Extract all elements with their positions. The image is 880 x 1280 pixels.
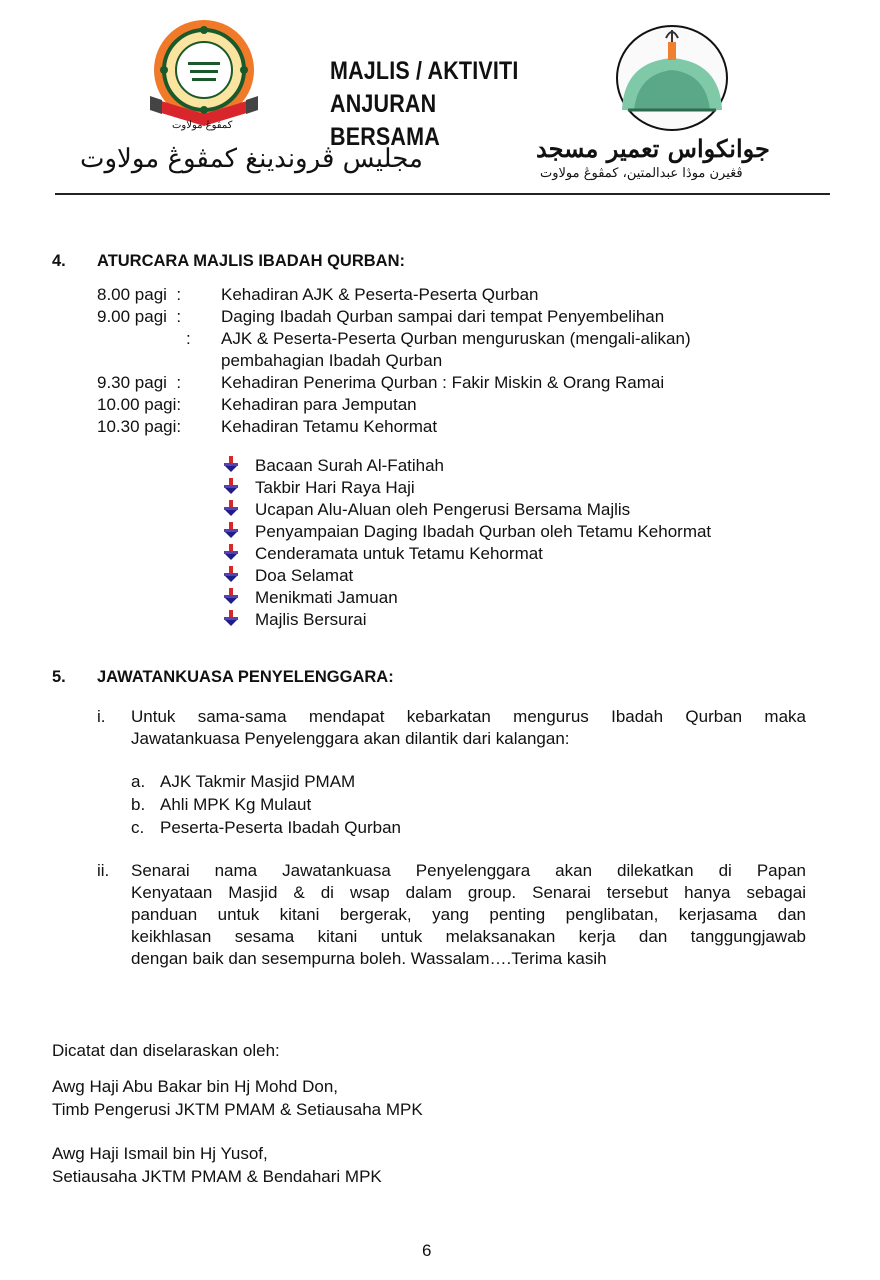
schedule-time: 9.30 pagi : bbox=[97, 373, 182, 392]
sub-item-text: Ahli MPK Kg Mulaut bbox=[160, 795, 312, 814]
mosque-committee-jawi: جوانكواس تعمير مسجد bbox=[536, 134, 770, 163]
paragraph-line: keikhlasan sesama kitani untuk melaksanakan kerja dan tanggungjawab bbox=[131, 927, 806, 946]
arrow-down-bullet-icon bbox=[222, 477, 240, 495]
program-item: Takbir Hari Raya Haji bbox=[255, 478, 415, 497]
paragraph-line: dengan baik dan sesempurna boleh. Wassalam….Terima kasih bbox=[131, 949, 607, 968]
sub-item-text: AJK Takmir Masjid PMAM bbox=[160, 772, 356, 791]
signatory-title: Timb Pengerusi JKTM PMAM & Setiausaha MPK bbox=[52, 1100, 423, 1119]
program-item: Doa Selamat bbox=[255, 566, 354, 585]
arrow-down-bullet-icon bbox=[222, 499, 240, 517]
item-ii-label: ii. bbox=[97, 861, 110, 880]
header-divider bbox=[55, 193, 830, 195]
signatory-name: Awg Haji Abu Bakar bin Hj Mohd Don, bbox=[52, 1077, 339, 1096]
program-item: Bacaan Surah Al-Fatihah bbox=[255, 456, 445, 475]
header-title-line1: MAJLIS / AKTIVITI bbox=[330, 57, 519, 85]
paragraph-line: Kenyataan Masjid & di wsap dalam group. Senarai tersebut hanya sebagai bbox=[131, 883, 806, 902]
schedule-time: 10.00 pagi: bbox=[97, 395, 182, 414]
header-title-line2: ANJURAN BERSAMA bbox=[330, 90, 440, 151]
arrow-down-bullet-icon bbox=[222, 609, 240, 627]
page-number: 6 bbox=[422, 1241, 432, 1260]
arrow-down-bullet-icon bbox=[222, 565, 240, 583]
schedule-activity: Kehadiran Penerima Qurban : Fakir Miskin & Orang Ramai bbox=[221, 373, 665, 392]
mosque-logo bbox=[614, 22, 730, 132]
paragraph-line: Untuk sama-sama mendapat kebarkatan mengurus Ibadah Qurban maka bbox=[131, 707, 806, 726]
paragraph-line: panduan untuk kitani bergerak, yang penting penglibatan, kerjasama dan bbox=[131, 905, 806, 924]
program-item: Cenderamata untuk Tetamu Kehormat bbox=[255, 544, 543, 563]
sub-item-text: Peserta-Peserta Ibadah Qurban bbox=[160, 818, 401, 837]
schedule-time: 8.00 pagi : bbox=[97, 285, 182, 304]
schedule-time: 9.00 pagi : bbox=[97, 307, 182, 326]
schedule-activity: Daging Ibadah Qurban sampai dari tempat Penyembelihan bbox=[221, 307, 665, 326]
schedule-activity: Kehadiran Tetamu Kehormat bbox=[221, 417, 438, 436]
arrow-down-bullet-icon bbox=[222, 521, 240, 539]
schedule-activity: AJK & Peserta-Peserta Qurban menguruskan (mengali-alikan) bbox=[221, 329, 691, 348]
program-item: Majlis Bersurai bbox=[255, 610, 367, 629]
header-title bbox=[330, 55, 519, 154]
section4-number: 4. bbox=[52, 252, 66, 270]
section5-heading: JAWATANKUASA PENYELENGGARA: bbox=[97, 668, 394, 686]
signoff-intro: Dicatat dan diselaraskan oleh: bbox=[52, 1041, 280, 1060]
arrow-down-bullet-icon bbox=[222, 587, 240, 605]
section4-heading: ATURCARA MAJLIS IBADAH QURBAN: bbox=[97, 252, 405, 270]
arrow-down-bullet-icon bbox=[222, 543, 240, 561]
sub-item-label: a. bbox=[131, 772, 146, 791]
council-name-jawi: مجليس ڤروندينغ كمڤوڠ مولاوت bbox=[80, 144, 423, 174]
section5-number: 5. bbox=[52, 668, 66, 686]
item-i-label: i. bbox=[97, 707, 106, 726]
schedule-time: : bbox=[186, 329, 191, 348]
schedule-activity: Kehadiran AJK & Peserta-Peserta Qurban bbox=[221, 285, 539, 304]
council-logo-jawi: كمڤوڠ مولاوت bbox=[172, 120, 233, 131]
item-ii-text bbox=[131, 860, 806, 970]
signatory-name: Awg Haji Ismail bin Hj Yusof, bbox=[52, 1144, 268, 1163]
program-item: Penyampaian Daging Ibadah Qurban oleh Tetamu Kehormat bbox=[255, 522, 712, 541]
paragraph-line: Senarai nama Jawatankuasa Penyelenggara akan dilekatkan di Papan bbox=[131, 861, 806, 880]
mosque-committee-jawi-sub: ڤڠيرن موڎا عبدالمتين، كمڤوڠ مولاوت bbox=[540, 166, 743, 181]
paragraph-line: Jawatankuasa Penyelenggara akan dilantik dari kalangan: bbox=[131, 729, 570, 748]
program-item: Menikmati Jamuan bbox=[255, 588, 398, 607]
council-logo bbox=[148, 18, 266, 136]
signatory-title: Setiausaha JKTM PMAM & Bendahari MPK bbox=[52, 1167, 382, 1186]
item-i-text bbox=[131, 706, 806, 750]
schedule-activity: pembahagian Ibadah Qurban bbox=[221, 351, 443, 370]
arrow-down-bullet-icon bbox=[222, 455, 240, 473]
sub-item-label: c. bbox=[131, 818, 145, 837]
schedule-time: 10.30 pagi: bbox=[97, 417, 182, 436]
program-item: Ucapan Alu-Aluan oleh Pengerusi Bersama Majlis bbox=[255, 500, 631, 519]
schedule-activity: Kehadiran para Jemputan bbox=[221, 395, 417, 414]
sub-item-label: b. bbox=[131, 795, 146, 814]
